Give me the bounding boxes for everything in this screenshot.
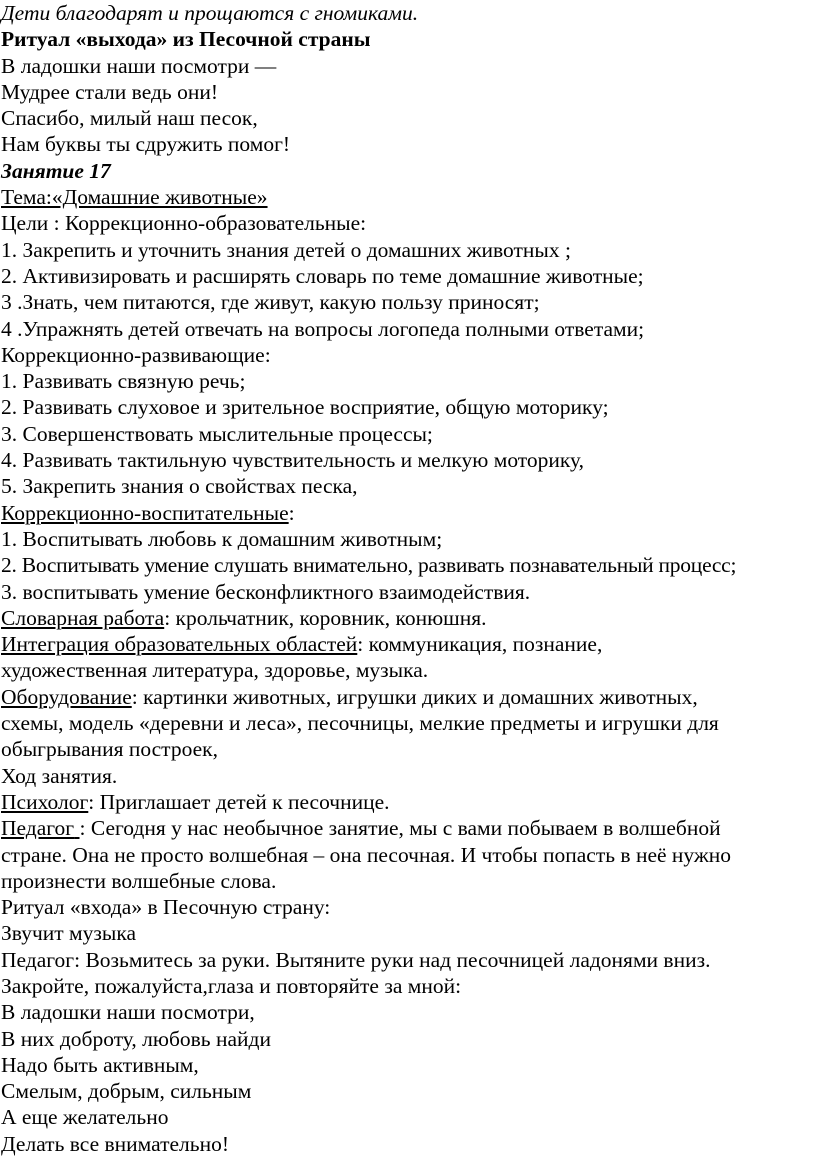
equipment-text: : картинки животных, игрушки диких и домашних животных, [131,684,698,709]
integration-text: : коммуникация, познание, [357,632,603,657]
goal-educational-item: 4 .Упражнять детей отвечать на вопросы логопеда полными ответами; [1,316,645,341]
goal-developing-item: 1. Развивать связную речь; [1,369,246,394]
lesson-topic: Тема:«Домашние животные» [1,185,268,210]
integration-continuation: художественная литература, здоровье, музыка. [1,658,429,683]
intro-line: Дети благодарят и прощаются с гномиками. [1,1,419,25]
poem-entry-line: Смелым, добрым, сильным [1,1079,252,1104]
teacher-continuation: произнести волшебные слова. [1,868,277,893]
upbringing-colon: : [288,500,295,525]
equipment-line [1,684,816,710]
psychologist-line [1,789,816,815]
ritual-entry-heading: Ритуал «входа» в Песочную страну: [1,895,331,920]
vocab-text: : крольчатник, коровник, конюшня. [164,605,487,630]
poem-entry-line: В них доброту, любовь найди [1,1026,271,1051]
goal-educational-item: 3 .Знать, чем питаются, где живут, какую пользу приносят; [1,290,540,315]
goal-developing-item: 2. Развивать слуховое и зрительное восприятие, общую моторику; [1,395,609,420]
goal-developing-item: 3. Совершенствовать мыслительные процессы; [1,421,433,446]
goal-upbringing-item: 3. воспитывать умение бесконфликтного взаимодействия. [1,579,531,604]
vocab-line [1,605,816,631]
goal-upbringing-item: 2. Воспитывать умение слушать внимательно, развивать познавательный процесс; [1,553,737,578]
lesson-title: Занятие 17 [1,158,111,183]
upbringing-heading: Коррекционно-воспитательные [1,500,289,525]
teacher-continuation: стране. Она не просто волшебная – она песочная. И чтобы попасть в неё нужно [1,842,731,867]
equipment-label: Оборудование [1,684,132,709]
poem-entry-line: Надо быть активным, [1,1052,199,1077]
psychologist-label: Психолог [1,789,89,814]
music-note: Звучит музыка [1,921,136,946]
goal-upbringing-item: 1. Воспитывать любовь к домашним животным; [1,526,443,551]
upbringing-heading-line [1,500,816,526]
teacher-text: : Сегодня у нас необычное занятие, мы с вами побываем в волшебной [79,816,721,841]
teacher-instruction: Закройте, пожалуйста,глаза и повторяйте за мной: [1,973,462,998]
goal-educational-item: 2. Активизировать и расширять словарь по теме домашние животные; [1,263,644,288]
lesson-course-heading: Ход занятия. [1,763,118,788]
poem-entry-line: В ладошки наши посмотри, [1,1000,255,1025]
equipment-continuation: обыгрывания построек, [1,737,218,762]
developing-heading: Коррекционно-развивающие: [1,342,271,367]
integration-label: Интеграция образовательных областей [1,632,358,657]
poem-exit-line: В ладошки наши посмотри — [1,53,277,78]
poem-exit-line: Спасибо, милый наш песок, [1,106,258,131]
psychologist-text: : Приглашает детей к песочнице. [88,789,390,814]
goal-developing-item: 5. Закрепить знания о свойствах песка, [1,474,358,499]
teacher-label: Педагог [1,816,75,841]
ritual-exit-title: Ритуал «выхода» из Песочной страны [1,27,371,52]
goals-heading: Цели : Коррекционно-образовательные: [1,211,367,236]
poem-exit-line: Мудрее стали ведь они! [1,79,218,104]
vocab-label: Словарная работа [1,605,165,630]
poem-exit-line: Нам буквы ты сдружить помог! [1,132,291,157]
poem-entry-line: А еще желательно [1,1105,169,1130]
equipment-continuation: схемы, модель «деревни и леса», песочницы, мелкие предметы и игрушки для [1,711,719,736]
poem-entry-line: Делать все внимательно! [1,1131,230,1156]
goal-developing-item: 4. Развивать тактильную чувствительность и мелкую моторику, [1,448,585,473]
integration-line [1,631,816,657]
teacher-instruction: Педагог: Возьмитесь за руки. Вытяните руки над песочницей ладонями вниз. [1,947,711,972]
teacher-line [1,815,816,841]
goal-educational-item: 1. Закрепить и уточнить знания детей о домашних животных ; [1,237,571,262]
